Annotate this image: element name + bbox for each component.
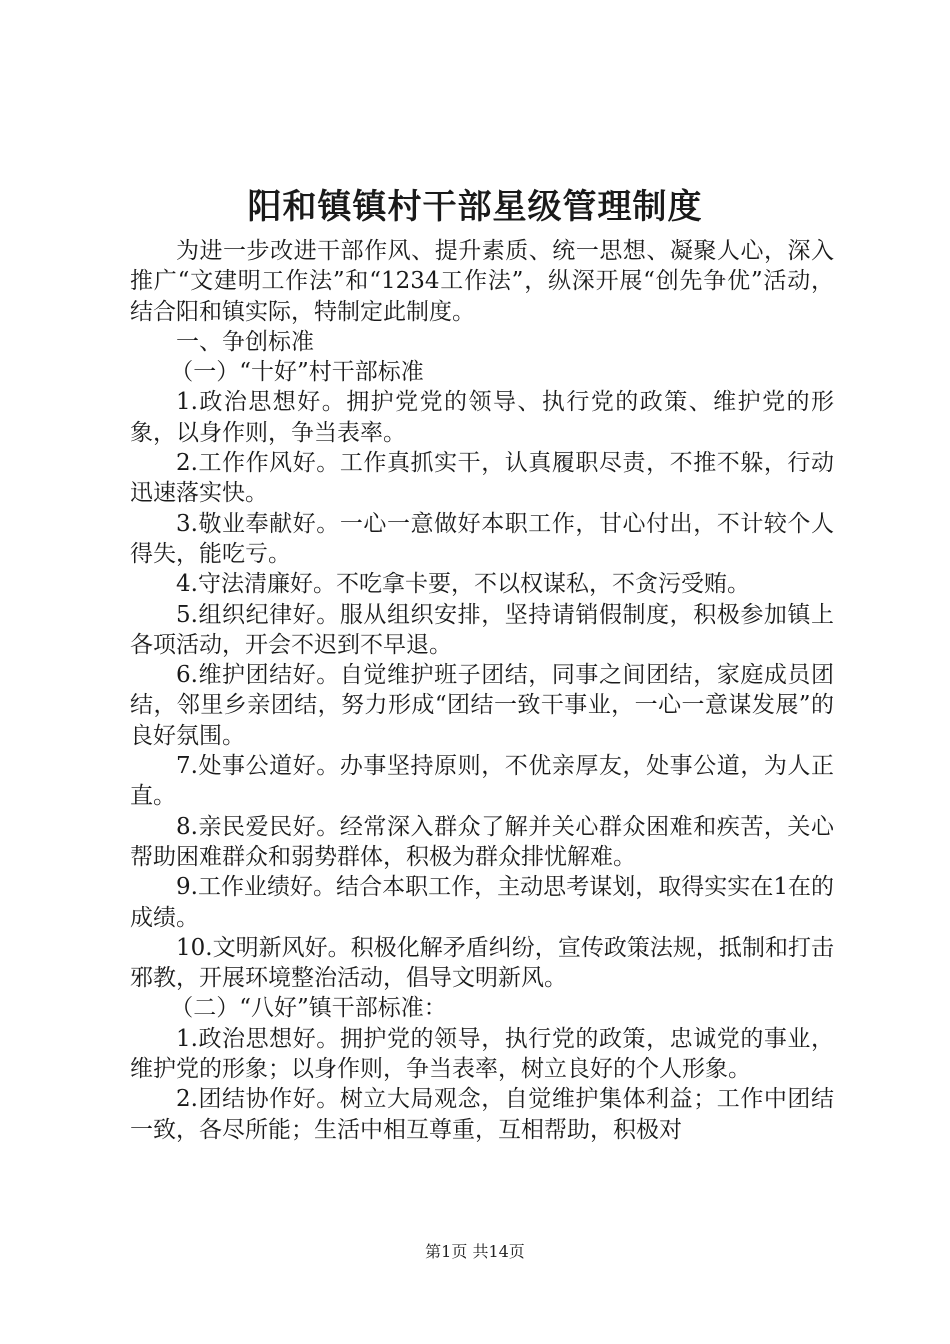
document-title: 阳和镇镇村干部星级管理制度 <box>247 187 703 227</box>
list-item: 9.工作业绩好。结合本职工作，主动思考谋划，取得实实在1在的成绩。 <box>130 874 834 931</box>
list-item: 7.处事公道好。办事坚持原则，不优亲厚友，处事公道，为人正直。 <box>130 753 834 810</box>
list-item: 5.组织纪律好。服从组织安排，坚持请销假制度，积极参加镇上各项活动，开会不迟到不早退。 <box>130 601 834 658</box>
list-item: 4.守法清廉好。不吃拿卡要，不以权谋私，不贪污受贿。 <box>176 571 750 598</box>
list-item: 8.亲民爱民好。经常深入群众了解并关心群众困难和疾苦，关心帮助困难群众和弱势群体，积极为群众排忧解难。 <box>130 813 834 870</box>
list-item: 1.政治思想好。拥护党的领导，执行党的政策，忠诚党的事业，维护党的形象；以身作则，争当表率，树立良好的个人形象。 <box>130 1025 834 1083</box>
list-item: 10.文明新风好。积极化解矛盾纠纷，宣传政策法规，抵制和打击邪教，开展环境整治活动，倡导文明新风。 <box>130 934 834 992</box>
subsection-heading: （二）“八好”镇干部标准： <box>170 995 447 1022</box>
list-item: 1.政治思想好。拥护党党的领导、执行党的政策、维护党的形象，以身作则，争当表率。 <box>130 389 834 446</box>
subsection-heading: （一）“十好”村干部标准 <box>170 359 424 386</box>
list-item: 6.维护团结好。自觉维护班子团结，同事之间团结，家庭成员团结，邻里乡亲团结，努力形成“团结一致干事业，一心一意谋发展”的良好氛围。 <box>130 662 834 749</box>
list-item: 2.工作作风好。工作真抓实干，认真履职尽责，不推不躲，行动迅速落实快。 <box>130 450 834 507</box>
section-heading: 一、争创标准 <box>176 328 314 355</box>
intro-paragraph: 为进一步改进干部作风、提升素质、统一思想、凝聚人心，深入推广“文建明工作法”和“1234工作法”，纵深开展“创先争优”活动，结合阳和镇实际，特制定此制度。 <box>130 238 834 325</box>
list-item: 2.团结协作好。树立大局观念，自觉维护集体利益；工作中团结一致，各尽所能；生活中相互尊重，互相帮助，积极对 <box>130 1086 834 1143</box>
document-body <box>130 236 834 1145</box>
page-footer: 第1页 共14页 <box>425 1242 525 1261</box>
list-item: 3.敬业奉献好。一心一意做好本职工作，甘心付出，不计较个人得失，能吃亏。 <box>130 510 834 567</box>
